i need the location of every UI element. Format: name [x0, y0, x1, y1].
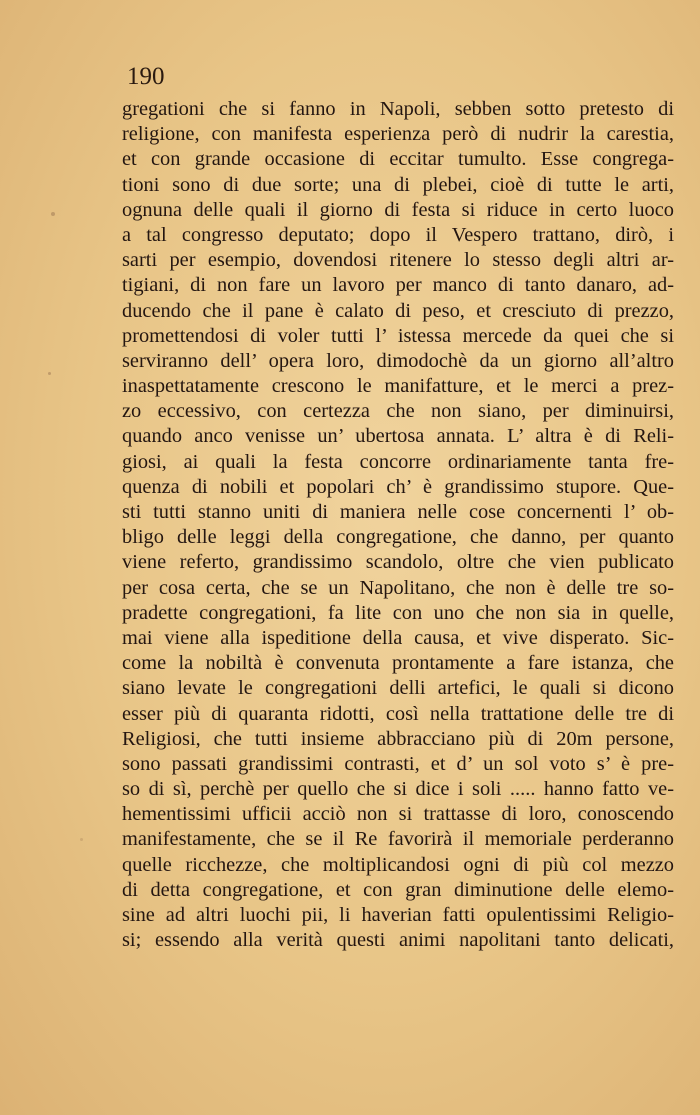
text-line: mai viene alla ispeditione della causa, et vive disperato. Sic-: [122, 626, 674, 649]
text-line: so di sì, perchè per quello che si dice i soli ..... hanno fatto ve-: [122, 778, 674, 801]
text-line: ognuna delle quali il giorno di festa si riduce in certo luoco: [122, 198, 674, 221]
paper-speck: [80, 838, 83, 841]
text-line: si; essendo alla verità questi animi napolitani tanto delicati,: [122, 929, 674, 952]
text-line: sarti per esempio, dovendosi ritenere lo stesso degli altri ar-: [122, 249, 674, 272]
text-line: quelle ricchezze, che moltiplicandosi ogni di più col mezzo: [122, 853, 674, 876]
text-line: gregationi che si fanno in Napoli, sebben sotto pretesto di: [122, 98, 674, 120]
text-line: sti tutti stanno uniti di maniera nelle cose concernenti l’ ob-: [122, 501, 674, 523]
text-line: Religiosi, che tutti insieme abbracciano più di 20m persone,: [122, 727, 674, 750]
paper-speck: [51, 212, 55, 216]
text-line: sine ad altri luochi pii, li haverian fatti opulentissimi Religio-: [122, 904, 674, 926]
text-line: viene referto, grandissimo scandolo, oltre che vien publicato: [122, 551, 674, 574]
text-line: ducendo che il pane è calato di peso, et cresciuto di prezzo,: [122, 299, 674, 322]
text-line: religione, con manifesta esperienza però di nudrir la carestia,: [122, 123, 674, 146]
text-line: a tal congresso deputato; dopo il Vespero trattano, dirò, i: [122, 223, 674, 246]
text-line: serviranno dell’ opera loro, dimodochè da un giorno all’altro: [122, 349, 674, 372]
text-line: promettendosi di voler tutti l’ istessa mercede da quei che si: [122, 324, 674, 347]
text-line: hementissimi ufficii acciò non si trattasse di loro, conoscendo: [122, 803, 674, 826]
text-line: sono passati grandissimi contrasti, et d’ un sol voto s’ è pre-: [122, 752, 674, 775]
paper-speck: [48, 372, 51, 375]
text-line: tigiani, di non fare un lavoro per manco di tanto danaro, ad-: [122, 274, 674, 297]
text-line: siano levate le congregationi delli artefici, le quali si dicono: [122, 677, 674, 700]
text-line: manifestamente, che se il Re favorirà il memoriale perderanno: [122, 828, 674, 851]
body-text: [122, 97, 674, 953]
text-line: esser più di quaranta ridotti, così nella trattatione delle tre di: [122, 702, 674, 725]
text-line: inaspettatamente crescono le manifatture, et le merci a prez-: [122, 375, 674, 398]
text-line: pradette congregationi, fa lite con uno che non sia in quelle,: [122, 601, 674, 624]
text-line: per cosa certa, che se un Napolitano, che non è delle tre so-: [122, 576, 674, 599]
text-line: giosi, ai quali la festa concorre ordinariamente tanta fre-: [122, 450, 674, 473]
text-line: di detta congregatione, et con gran diminutione delle elemo-: [122, 878, 674, 901]
text-line: quenza di nobili et popolari ch’ è grandissimo stupore. Que-: [122, 475, 674, 498]
text-line: quando anco venisse un’ ubertosa annata. L’ altra è di Reli-: [122, 425, 674, 448]
text-line: tioni sono di due sorte; una di plebei, cioè di tutte le arti,: [122, 173, 674, 196]
text-line: come la nobiltà è convenuta prontamente a fare istanza, che: [122, 652, 674, 675]
text-line: et con grande occasione di eccitar tumulto. Esse congrega-: [122, 148, 674, 171]
page-number: 190: [127, 63, 165, 90]
text-line: zo eccessivo, con certezza che non siano, per diminuirsi,: [122, 400, 674, 423]
text-line: bligo delle leggi della congregatione, che danno, per quanto: [122, 526, 674, 549]
